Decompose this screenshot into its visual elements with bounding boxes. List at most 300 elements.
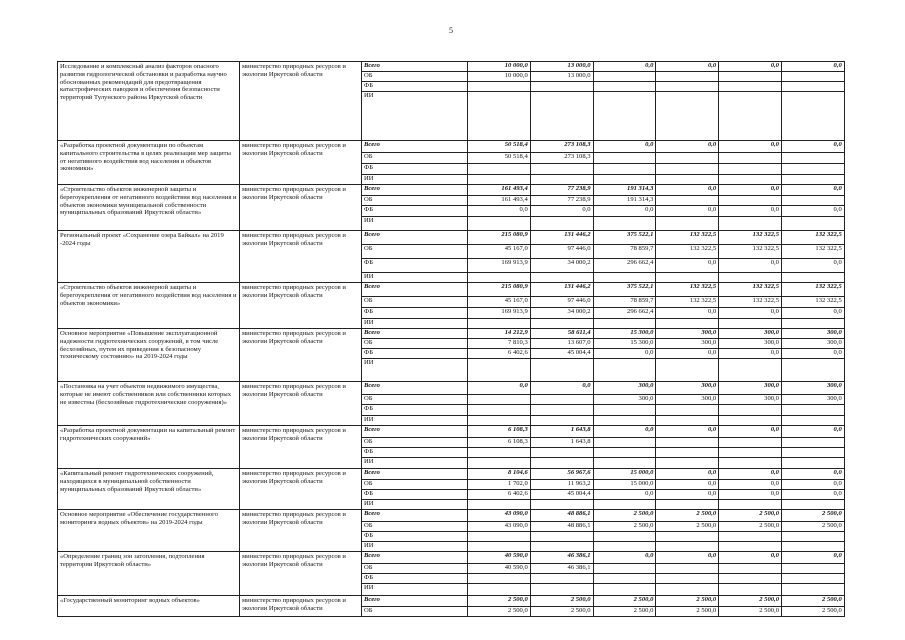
amount-cell: 45 167,0 [468,245,531,259]
responsible-org: министерство природных ресурсов и экологии Иркутской области [240,62,362,141]
funding-source: ИИ [362,273,468,283]
amount-cell: 0,0 [656,206,719,217]
amount-cell [468,92,531,141]
amount-cell: 300,0 [593,382,656,395]
amount-cell [781,542,844,552]
amount-cell [719,92,782,141]
amount-cell [593,217,656,231]
amount-cell [781,319,844,329]
amount-cell [468,82,531,92]
amount-cell [530,458,593,469]
amount-cell: 300,0 [719,395,782,405]
amount-cell: 0,0 [593,206,656,217]
amount-cell: 132 322,5 [719,283,782,297]
funding-source: ИИ [362,584,468,596]
amount-cell: 296 662,4 [593,259,656,273]
amount-cell: 300,0 [656,382,719,395]
table-row [58,185,845,196]
amount-cell [468,175,531,185]
amount-cell [781,92,844,141]
amount-cell: 300,0 [781,382,844,395]
amount-cell [593,532,656,542]
amount-cell: 11 963,2 [530,480,593,490]
amount-cell: 10 000,0 [468,62,531,72]
amount-cell [468,164,531,175]
amount-cell [719,532,782,542]
amount-cell [719,273,782,283]
amount-cell: 0,0 [530,382,593,395]
amount-cell: 300,0 [719,339,782,349]
amount-cell [781,196,844,206]
amount-cell [530,82,593,92]
amount-cell: 0,0 [468,382,531,395]
amount-cell [719,584,782,596]
funding-source: Всего [362,552,468,564]
amount-cell: 45 167,0 [468,297,531,308]
amount-cell [593,448,656,458]
amount-cell: 169 913,9 [468,308,531,319]
amount-cell: 215 080,9 [468,231,531,245]
amount-cell: 15 300,0 [593,339,656,349]
table-row [58,62,845,72]
amount-cell: 97 446,0 [530,245,593,259]
amount-cell: 0,0 [781,62,844,72]
amount-cell [468,448,531,458]
amount-cell [593,164,656,175]
funding-source: ФБ [362,405,468,416]
amount-cell: 0,0 [781,206,844,217]
amount-cell: 0,0 [656,308,719,319]
amount-cell [719,319,782,329]
funding-source: Всего [362,426,468,438]
measure-name: «Капитальный ремонт гидротехнических сооружений, находящихся в муниципальной собственности муниципальных образований Иркутской области» [58,469,240,510]
amount-cell [719,500,782,510]
budget-table [57,61,845,617]
amount-cell: 0,0 [719,206,782,217]
measure-name: «Разработка проектной документации по объектам капитального строительства в целях реализации мер защиты от негативного воздействия вод населения и объектов экономики» [58,141,240,185]
funding-source: Всего [362,231,468,245]
amount-cell [719,82,782,92]
amount-cell [719,448,782,458]
amount-cell: 2 500,0 [656,607,719,617]
amount-cell: 0,0 [530,206,593,217]
responsible-org: министерство природных ресурсов и экологии Иркутской области [240,426,362,469]
amount-cell [593,72,656,82]
amount-cell: 132 322,5 [719,245,782,259]
funding-source: Всего [362,596,468,607]
funding-source: ОБ [362,72,468,82]
amount-cell: 273 108,3 [530,153,593,164]
amount-cell: 0,0 [719,552,782,564]
amount-cell [656,542,719,552]
amount-cell [656,319,719,329]
amount-cell [719,164,782,175]
table-row [58,426,845,438]
measure-name: Основное мероприятие «Обеспечение государственного мониторинга водных объектов» на 2019-2024 годы [58,510,240,552]
funding-source: ФБ [362,164,468,175]
amount-cell: 300,0 [719,382,782,395]
amount-cell [781,416,844,426]
responsible-org: министерство природных ресурсов и экологии Иркутской области [240,469,362,510]
funding-source: ИИ [362,359,468,382]
amount-cell: 43 090,0 [468,522,531,532]
amount-cell [656,532,719,542]
amount-cell [781,164,844,175]
amount-cell [530,164,593,175]
amount-cell: 1 643,8 [530,438,593,448]
amount-cell [530,405,593,416]
amount-cell: 1 702,0 [468,480,531,490]
amount-cell: 2 500,0 [530,596,593,607]
amount-cell: 10 000,0 [468,72,531,82]
amount-cell: 78 859,7 [593,245,656,259]
amount-cell [593,82,656,92]
amount-cell: 191 314,3 [593,196,656,206]
responsible-org: министерство природных ресурсов и экологии Иркутской области [240,329,362,382]
funding-source: ИИ [362,458,468,469]
amount-cell [656,564,719,574]
amount-cell: 34 000,2 [530,259,593,273]
amount-cell [530,217,593,231]
amount-cell [530,416,593,426]
responsible-org: министерство природных ресурсов и экологии Иркутской области [240,552,362,596]
amount-cell: 45 004,4 [530,349,593,359]
amount-cell [781,72,844,82]
amount-cell [656,458,719,469]
amount-cell: 0,0 [593,426,656,438]
amount-cell [468,532,531,542]
amount-cell [781,153,844,164]
amount-cell [593,153,656,164]
amount-cell: 0,0 [656,62,719,72]
amount-cell: 0,0 [468,206,531,217]
responsible-org: министерство природных ресурсов и экологии Иркутской области [240,510,362,552]
amount-cell: 375 522,1 [593,283,656,297]
responsible-org: министерство природных ресурсов и экологии Иркутской области [240,231,362,283]
amount-cell [781,405,844,416]
amount-cell [530,175,593,185]
amount-cell [719,438,782,448]
amount-cell: 0,0 [781,469,844,480]
funding-source: ФБ [362,349,468,359]
amount-cell [593,438,656,448]
funding-source: ФБ [362,259,468,273]
amount-cell: 6 108,3 [468,426,531,438]
amount-cell: 0,0 [656,480,719,490]
funding-source: ОБ [362,297,468,308]
measure-name: «Определение границ зон затопления, подтопления территории Иркутской области» [58,552,240,596]
amount-cell: 40 590,0 [468,552,531,564]
amount-cell: 13 000,0 [530,72,593,82]
amount-cell [781,448,844,458]
amount-cell [593,273,656,283]
amount-cell: 131 446,2 [530,231,593,245]
amount-cell: 2 500,0 [593,510,656,522]
funding-source: ФБ [362,308,468,319]
funding-source: Всего [362,283,468,297]
funding-source: ИИ [362,175,468,185]
amount-cell [656,217,719,231]
amount-cell: 2 500,0 [781,522,844,532]
funding-source: ИИ [362,542,468,552]
amount-cell: 2 500,0 [781,596,844,607]
amount-cell [719,217,782,231]
amount-cell [781,359,844,382]
amount-cell [468,217,531,231]
table-row [58,510,845,522]
amount-cell: 34 000,2 [530,308,593,319]
amount-cell: 0,0 [656,349,719,359]
amount-cell: 2 500,0 [468,596,531,607]
amount-cell [719,564,782,574]
amount-cell [719,196,782,206]
amount-cell [719,405,782,416]
funding-source: ОБ [362,153,468,164]
amount-cell [656,273,719,283]
amount-cell: 0,0 [719,349,782,359]
amount-cell: 0,0 [719,480,782,490]
amount-cell [593,564,656,574]
amount-cell: 2 500,0 [593,522,656,532]
amount-cell: 0,0 [719,490,782,500]
funding-source: ФБ [362,574,468,584]
amount-cell: 0,0 [781,259,844,273]
amount-cell: 2 500,0 [656,596,719,607]
amount-cell: 0,0 [719,259,782,273]
amount-cell: 300,0 [781,339,844,349]
amount-cell [781,175,844,185]
amount-cell: 2 500,0 [593,596,656,607]
amount-cell: 48 886,1 [530,510,593,522]
amount-cell: 0,0 [781,426,844,438]
amount-cell: 1 643,8 [530,426,593,438]
amount-cell: 300,0 [593,395,656,405]
table-row [58,596,845,607]
amount-cell [656,164,719,175]
amount-cell [468,359,531,382]
funding-source: ФБ [362,490,468,500]
amount-cell: 0,0 [656,185,719,196]
funding-source: ОБ [362,564,468,574]
amount-cell [468,273,531,283]
funding-source: Всего [362,469,468,480]
amount-cell [781,273,844,283]
amount-cell: 0,0 [656,259,719,273]
amount-cell [719,359,782,382]
funding-source: ОБ [362,438,468,448]
amount-cell: 132 322,5 [781,231,844,245]
funding-source: ИИ [362,500,468,510]
measure-name: «Разработка проектной документации на капитальный ремонт гидротехнических сооружений» [58,426,240,469]
amount-cell [468,584,531,596]
measure-name: «Строительство объектов инженерной защиты и берегоукрепления от негативного воздействия вод населения и объектов экономики» [58,283,240,329]
amount-cell [593,92,656,141]
funding-source: ИИ [362,217,468,231]
amount-cell [468,500,531,510]
table-row [58,231,845,245]
amount-cell: 300,0 [719,329,782,339]
amount-cell [468,458,531,469]
amount-cell: 161 493,4 [468,185,531,196]
amount-cell [719,458,782,469]
amount-cell [781,438,844,448]
amount-cell [656,416,719,426]
amount-cell [593,416,656,426]
amount-cell: 2 500,0 [719,607,782,617]
amount-cell [468,319,531,329]
amount-cell: 300,0 [781,395,844,405]
amount-cell [719,416,782,426]
amount-cell: 300,0 [656,395,719,405]
amount-cell: 0,0 [781,480,844,490]
amount-cell [468,574,531,584]
amount-cell: 0,0 [656,141,719,153]
amount-cell: 0,0 [656,552,719,564]
amount-cell [719,72,782,82]
amount-cell [593,319,656,329]
amount-cell [593,175,656,185]
amount-cell: 2 500,0 [719,510,782,522]
amount-cell: 50 518,4 [468,141,531,153]
amount-cell: 0,0 [781,185,844,196]
amount-cell: 161 493,4 [468,196,531,206]
amount-cell: 131 446,2 [530,283,593,297]
amount-cell: 6 108,3 [468,438,531,448]
amount-cell: 0,0 [656,490,719,500]
amount-cell: 132 322,5 [719,231,782,245]
amount-cell [530,319,593,329]
amount-cell: 7 810,3 [468,339,531,349]
amount-cell [530,273,593,283]
amount-cell [593,574,656,584]
amount-cell [593,500,656,510]
amount-cell [719,574,782,584]
amount-cell: 40 590,0 [468,564,531,574]
funding-source: Всего [362,510,468,522]
table-row [58,283,845,297]
amount-cell [593,458,656,469]
amount-cell: 0,0 [719,426,782,438]
amount-cell: 132 322,5 [656,297,719,308]
funding-source: ФБ [362,448,468,458]
responsible-org: министерство природных ресурсов и экологии Иркутской области [240,141,362,185]
responsible-org: министерство природных ресурсов и экологии Иркутской области [240,283,362,329]
amount-cell: 0,0 [656,469,719,480]
measure-name: Региональный проект «Сохранение озера Байкал» на 2019 -2024 годы [58,231,240,283]
table-row [58,141,845,153]
funding-source: Всего [362,185,468,196]
amount-cell: 132 322,5 [719,297,782,308]
amount-cell: 13 607,0 [530,339,593,349]
amount-cell [781,564,844,574]
amount-cell: 132 322,5 [781,283,844,297]
measure-name: «Постановка на учет объектов недвижимого имущества, которые не имеют собственников или собственники которых не известны (бесхозяйные гидротехнические сооружения)» [58,382,240,426]
amount-cell: 45 004,4 [530,490,593,500]
amount-cell [656,574,719,584]
amount-cell: 132 322,5 [781,297,844,308]
amount-cell: 2 500,0 [781,510,844,522]
amount-cell [656,438,719,448]
amount-cell: 46 386,1 [530,552,593,564]
amount-cell: 0,0 [719,185,782,196]
responsible-org: министерство природных ресурсов и экологии Иркутской области [240,185,362,231]
table-row [58,552,845,564]
amount-cell [468,542,531,552]
amount-cell: 169 913,9 [468,259,531,273]
amount-cell: 78 859,7 [593,297,656,308]
amount-cell: 77 238,9 [530,185,593,196]
funding-source: ОБ [362,607,468,617]
amount-cell: 2 500,0 [781,607,844,617]
amount-cell [530,448,593,458]
amount-cell [781,574,844,584]
amount-cell [593,405,656,416]
amount-cell [530,395,593,405]
budget-table-body [58,62,845,617]
amount-cell: 273 108,3 [530,141,593,153]
amount-cell: 48 886,1 [530,522,593,532]
funding-source: ОБ [362,245,468,259]
amount-cell [468,395,531,405]
amount-cell [719,542,782,552]
amount-cell: 300,0 [656,339,719,349]
funding-source: Всего [362,62,468,72]
responsible-org: министерство природных ресурсов и экологии Иркутской области [240,382,362,426]
amount-cell: 6 402,6 [468,349,531,359]
measure-name: Основное мероприятие «Повышение эксплуатационной надежности гидротехнических сооружений, в том числе бесхозяйных, путем их приведения к безопасному техническому состоянию» на 2019-2024 годы [58,329,240,382]
amount-cell: 0,0 [593,349,656,359]
amount-cell [468,405,531,416]
amount-cell [781,500,844,510]
amount-cell [781,458,844,469]
amount-cell: 300,0 [656,329,719,339]
table-row [58,469,845,480]
amount-cell: 375 522,1 [593,231,656,245]
amount-cell: 56 967,6 [530,469,593,480]
amount-cell: 50 518,4 [468,153,531,164]
amount-cell: 0,0 [719,62,782,72]
amount-cell [656,82,719,92]
funding-source: ФБ [362,82,468,92]
amount-cell: 0,0 [781,349,844,359]
amount-cell: 300,0 [781,329,844,339]
amount-cell: 132 322,5 [656,283,719,297]
amount-cell [656,405,719,416]
amount-cell: 58 611,4 [530,329,593,339]
page-number: 5 [449,26,453,35]
amount-cell: 13 000,0 [530,62,593,72]
amount-cell: 0,0 [719,308,782,319]
amount-cell [656,448,719,458]
amount-cell [593,359,656,382]
table-row [58,329,845,339]
amount-cell [656,72,719,82]
responsible-org: министерство природных ресурсов и экологии Иркутской области [240,596,362,617]
amount-cell [781,217,844,231]
amount-cell: 0,0 [593,62,656,72]
amount-cell: 0,0 [593,141,656,153]
amount-cell [656,92,719,141]
amount-cell [656,196,719,206]
funding-source: ИИ [362,319,468,329]
amount-cell: 215 080,9 [468,283,531,297]
amount-cell [530,542,593,552]
amount-cell [656,359,719,382]
amount-cell [530,92,593,141]
amount-cell: 77 238,9 [530,196,593,206]
amount-cell [656,584,719,596]
amount-cell [593,584,656,596]
